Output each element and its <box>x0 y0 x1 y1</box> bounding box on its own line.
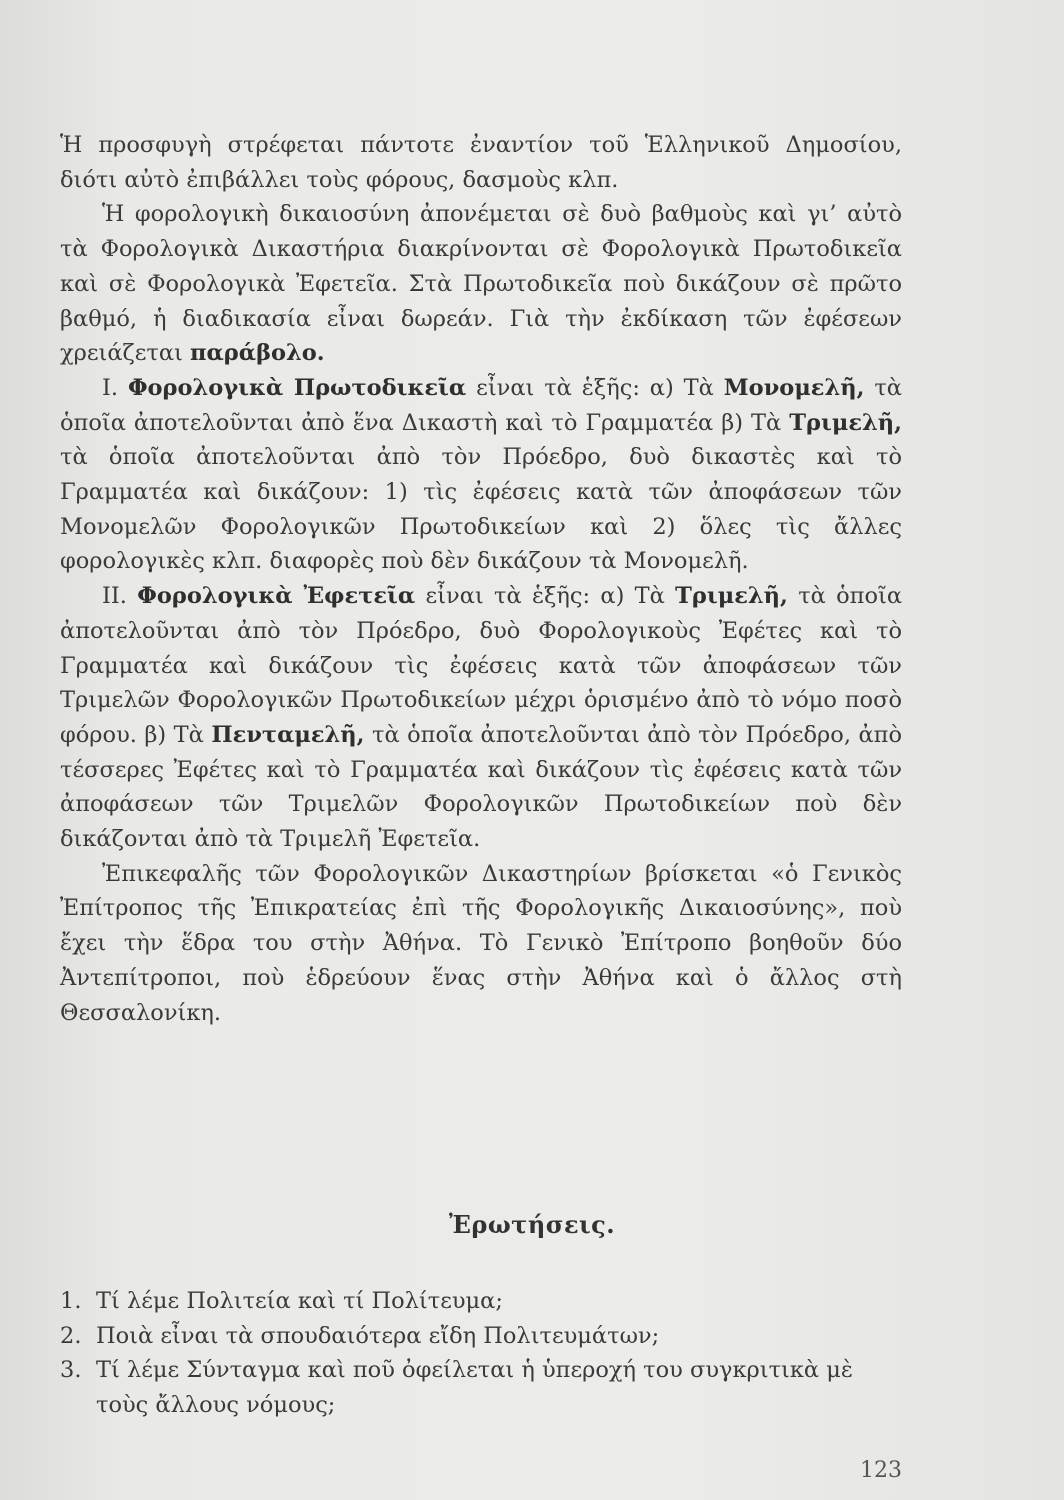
questions-heading: Ἐρωτήσεις. <box>448 1210 616 1239</box>
paragraph-text: τὰ ὁποῖα ἀποτελοῦνται ἀπὸ τὸν Πρόεδρο, δυὸ δικαστὲς καὶ τὸ Γραμματέα καὶ δικάζουν: 1) τὶς ἐφέσεις κατὰ τῶν ἀποφάσεων τῶν Μονομελῶν Φορολογικῶν Πρωτοδικείων καὶ 2) ὅλες τὶς ἄλλες φορολογικὲς κλπ. διαφορὲς ποὺ δὲν δικάζουν τὰ Μονομελῆ. <box>60 444 902 575</box>
paragraph-text: Ἡ φορολογικὴ δικαιοσύνη ἀπονέμεται σὲ δυὸ βαθμοὺς καὶ γι’ αὐτὸ τὰ Φορολογικὰ Δικαστήρια διακρίνονται σὲ Φορολογικὰ Πρωτοδικεῖα καὶ σὲ Φορολογικὰ Ἐφετεῖα. Στὰ Πρωτοδικεῖα ποὺ δικάζουν σὲ πρῶτο βαθμό, ἡ διαδικασία εἶναι δωρεάν. Γιὰ τὴν ἐκδίκαση τῶν ἐφέσεων χρειάζεται <box>60 201 902 367</box>
bold-term: Τριμελῆ, <box>789 409 902 436</box>
section-numeral: II. <box>102 583 127 610</box>
paragraph-appeal: Ἡ προσφυγὴ στρέφεται πάντοτε ἐναντίον τοῦ Ἑλληνικοῦ Δημοσίου, διότι αὐτὸ ἐπιβάλλει τοὺς φόρους, δασμοὺς κλπ. <box>60 132 902 193</box>
paragraph-text: τὰ ὁποῖα ἀποτελοῦνται ἀπὸ τὸν Πρόεδρο, ἀπὸ τέσσερες Ἐφέτες καὶ τὸ Γραμματέα καὶ δικάζουν τὶς ἐφέσεις κατὰ τῶν ἀποφάσεων τῶν Τριμελῶν Φορολογικῶν Πρωτοδικείων ποὺ δὲν δικάζονται ἀπὸ τὰ Τριμελῆ Ἐφετεῖα. <box>60 721 903 853</box>
bold-term: Πενταμελῆ, <box>211 721 365 748</box>
question-number: 1. <box>60 1288 82 1314</box>
paragraph-text: τὰ ὁποῖα ἀποτελοῦνται ἀπὸ ἕνα Δικαστὴ καὶ τὸ Γραμματέα β) Τὰ <box>60 374 902 436</box>
question-number: 2. <box>60 1322 82 1349</box>
paragraph-text: εἶναι τὰ ἑξῆς: α) Τὰ <box>476 374 714 401</box>
question-number: 3. <box>60 1357 82 1384</box>
paragraph-tax-justice <box>60 197 902 371</box>
question-text: Ποιὰ εἶναι τὰ σπουδαιότερα εἴδη Πολιτευμάτων; <box>96 1322 660 1349</box>
paragraph-appeal-courts <box>60 579 902 857</box>
section-numeral: I. <box>102 374 119 401</box>
questions-list <box>60 1284 902 1422</box>
bold-term: παράβολο. <box>190 340 325 367</box>
bold-term: Τριμελῆ, <box>675 583 788 610</box>
list-item <box>60 1319 902 1354</box>
paragraph-text: τὰ ὁποῖα ἀποτελοῦνται ἀπὸ τὸν Πρόεδρο, δυὸ Φορολογικοὺς Ἐφέτες καὶ τὸ Γραμματέα καὶ δικάζουν τὶς ἐφέσεις κατὰ τῶν ἀποφάσεων τῶν Τριμελῶν Φορολογικῶν Πρωτοδικείων μέχρι ὁρισμένο ἀπὸ τὸ νόμο ποσὸ φόρου. β) Τὰ <box>60 583 903 748</box>
bold-term: Φορολογικὰ Πρωτοδικεῖα <box>127 374 467 401</box>
list-item <box>60 1284 902 1319</box>
question-text: Τί λέμε Πολιτεία καὶ τί Πολίτευμα; <box>96 1288 503 1314</box>
page-number: 123 <box>860 1458 902 1483</box>
paragraph-first-instance-courts <box>60 371 902 579</box>
bold-term: Μονομελῆ, <box>723 374 865 401</box>
bold-term: Φορολογικὰ Ἐφετεῖα <box>137 583 416 610</box>
body-text <box>60 128 902 1030</box>
list-item <box>60 1353 902 1422</box>
question-text: Τί λέμε Σύνταγμα καὶ ποῦ ὀφείλεται ἡ ὑπεροχή του συγκριτικὰ μὲ τοὺς ἄλλους νόμους; <box>96 1357 853 1418</box>
paragraph-commissioner: Ἐπικεφαλῆς τῶν Φορολογικῶν Δικαστηρίων βρίσκεται «ὁ Γενικὸς Ἐπίτροπος τῆς Ἐπικρατείας ἐπὶ τῆς Φορολογικῆς Δικαιοσύνης», ποὺ ἔχει τὴν ἕδρα του στὴν Ἀθήνα. Τὸ Γενικὸ Ἐπίτροπο βοηθοῦν δύο Ἀντεπίτροποι, ποὺ ἑδρεύουν ἕνας στὴν Ἀθήνα καὶ ὁ ἄλλος στὴ Θεσσαλονίκη. <box>60 860 902 1026</box>
paragraph-text: εἶναι τὰ ἑξῆς: α) Τὰ <box>425 583 665 610</box>
